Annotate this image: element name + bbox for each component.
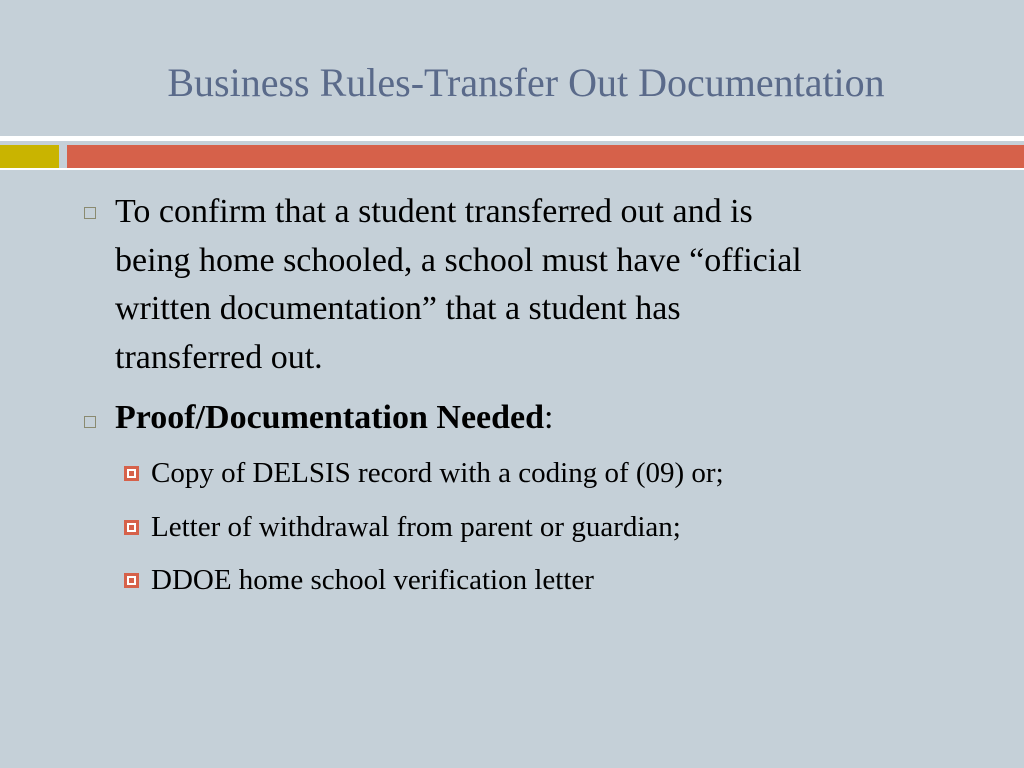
hollow-square-bullet-icon	[84, 207, 96, 219]
hollow-square-bullet-icon	[84, 416, 96, 428]
bullet-line: To confirm that a student transferred out and is	[115, 193, 753, 230]
bullet-heading	[115, 394, 975, 443]
sub-bullet-item: DDOE home school verification letter	[151, 564, 594, 596]
filled-square-bullet-icon	[124, 573, 139, 588]
bullet-line: written documentation” that a student has	[115, 290, 681, 327]
bullet-heading-bold: Proof/Documentation Needed	[115, 399, 545, 436]
filled-square-bullet-icon	[124, 520, 139, 535]
filled-square-bullet-icon	[124, 466, 139, 481]
slide-title: Business Rules-Transfer Out Documentation	[167, 60, 885, 105]
bullet-line: being home schooled, a school must have “official	[115, 241, 802, 279]
sub-bullet-item: Letter of withdrawal from parent or guardian;	[151, 511, 681, 543]
bullet-line: transferred out.	[115, 338, 323, 376]
sub-bullet-item: Copy of DELSIS record with a coding of (09) or;	[151, 457, 724, 489]
bullet-heading-suffix: :	[544, 399, 554, 436]
